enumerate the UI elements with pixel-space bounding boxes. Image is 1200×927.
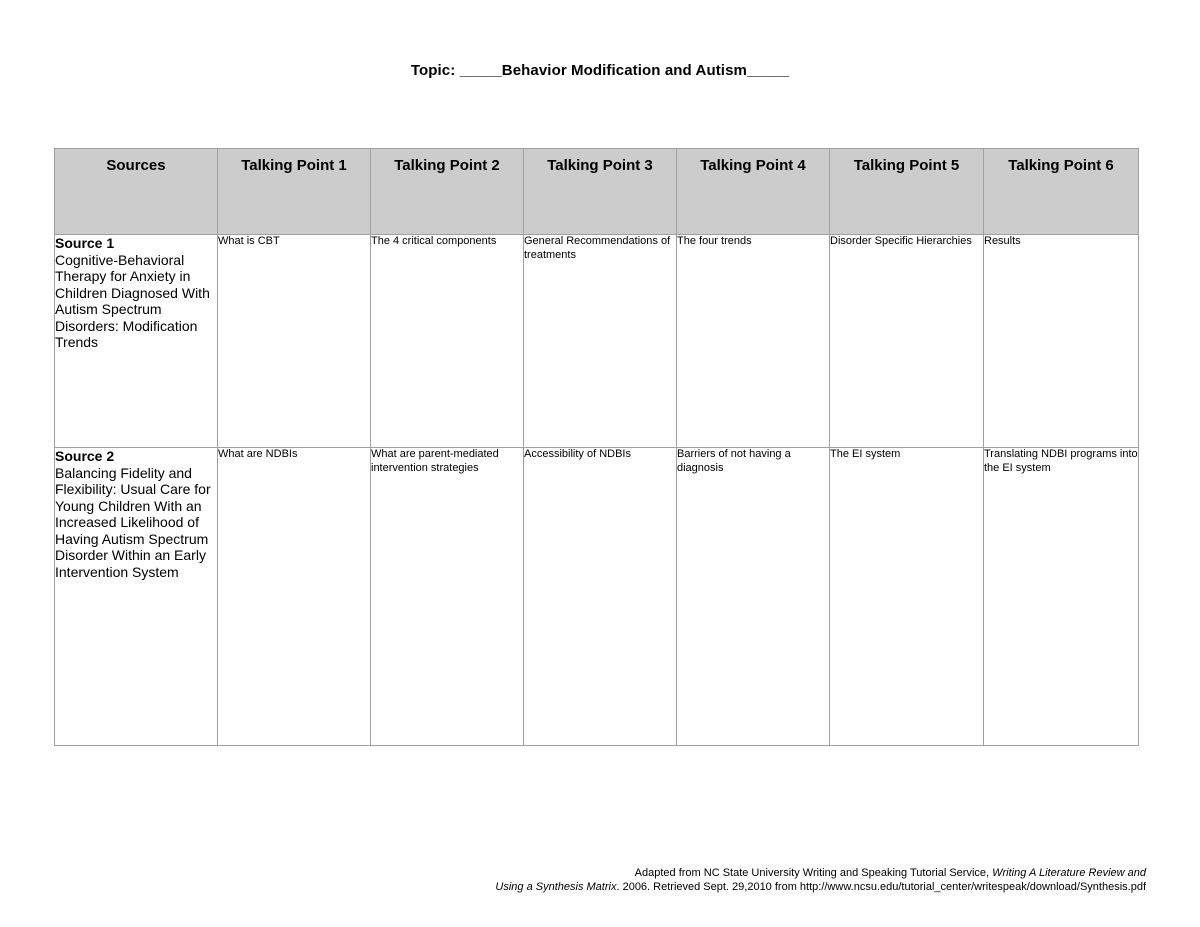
citation-prefix: Adapted from NC State University Writing and Speaking Tutorial Service, <box>634 867 993 879</box>
citation-title-part-1: Writing A Literature Review and <box>992 867 1146 879</box>
header-talking-point-2: Talking Point 2 <box>371 149 524 235</box>
source-label: Source 2 <box>55 448 115 464</box>
talking-point-cell: The four trends <box>677 235 830 448</box>
table-row <box>55 448 1139 746</box>
header-talking-point-4: Talking Point 4 <box>677 149 830 235</box>
source-title: Cognitive-Behavioral Therapy for Anxiety in Children Diagnosed With Autism Spectrum Disorders: Modification Trends <box>55 251 210 350</box>
talking-point-cell: What are NDBIs <box>218 448 371 746</box>
header-talking-point-5: Talking Point 5 <box>830 149 984 235</box>
talking-point-cell: Disorder Specific Hierarchies <box>830 235 984 448</box>
citation-title-part-2: Using a Synthesis Matrix <box>495 881 617 893</box>
citation-line-2 <box>246 880 1146 894</box>
header-talking-point-3: Talking Point 3 <box>524 149 677 235</box>
talking-point-cell: Barriers of not having a diagnosis <box>677 448 830 746</box>
talking-point-cell: Translating NDBI programs into the EI system <box>984 448 1139 746</box>
talking-point-cell: Accessibility of NDBIs <box>524 448 677 746</box>
header-talking-point-1: Talking Point 1 <box>218 149 371 235</box>
source-title: Balancing Fidelity and Flexibility: Usual Care for Young Children With an Increased Likelihood of Having Autism Spectrum Disorder Within an Early Intervention System <box>55 464 211 580</box>
citation-footer <box>246 866 1146 894</box>
talking-point-cell: What are parent-mediated intervention strategies <box>371 448 524 746</box>
source-cell <box>55 448 218 746</box>
citation-line-1 <box>246 866 1146 880</box>
header-row <box>55 149 1139 235</box>
talking-point-cell: Results <box>984 235 1139 448</box>
source-cell <box>55 235 218 448</box>
page-title: Topic: _____Behavior Modification and Autism_____ <box>410 62 790 79</box>
talking-point-cell: General Recommendations of treatments <box>524 235 677 448</box>
header-talking-point-6: Talking Point 6 <box>984 149 1139 235</box>
synthesis-matrix-table <box>54 148 1139 746</box>
table-row <box>55 235 1139 448</box>
talking-point-cell: The EI system <box>830 448 984 746</box>
source-label: Source 1 <box>55 235 115 251</box>
header-sources: Sources <box>55 149 218 235</box>
citation-suffix: . 2006. Retrieved Sept. 29,2010 from http://www.ncsu.edu/tutorial_center/writespeak/download/Synthesis.pdf <box>616 881 1146 893</box>
talking-point-cell: The 4 critical components <box>371 235 524 448</box>
talking-point-cell: What is CBT <box>218 235 371 448</box>
